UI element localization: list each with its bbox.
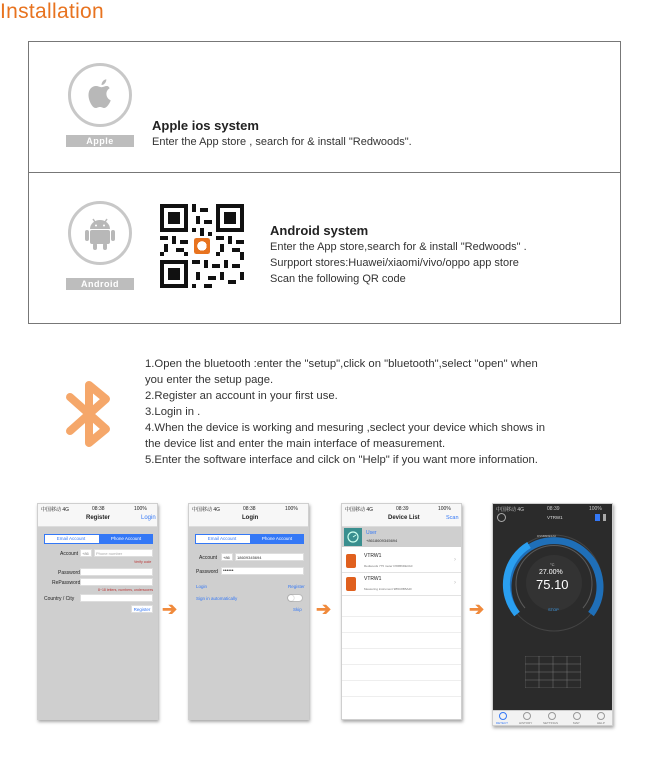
device-thumbnail: [346, 554, 356, 568]
password-input[interactable]: [80, 568, 153, 576]
country-code[interactable]: +86: [223, 555, 230, 560]
verify-code-link[interactable]: Verify code: [134, 560, 152, 564]
tab-map[interactable]: MAP: [573, 721, 580, 725]
ios-install-panel: [28, 41, 621, 173]
bottom-tab-bar: [493, 710, 612, 726]
scan-button[interactable]: Scan: [446, 515, 459, 521]
device-desc: Redwoods 775 meter DS5B6DE3A0: [364, 564, 413, 568]
status-time: 08:38: [92, 506, 105, 512]
login-screen: [188, 503, 309, 720]
arrow-right-icon: ➔: [316, 599, 332, 619]
android-line-2: Surpport stores:Huawei/xiaomi/vivo/oppo app store: [270, 257, 519, 269]
profile-icon[interactable]: [497, 513, 506, 522]
android-line-3: Scan the following QR code: [270, 273, 406, 285]
bluetooth-status-icon: [595, 514, 600, 521]
device-title: VTRW1: [547, 515, 563, 520]
tab-detect[interactable]: DETECT: [496, 721, 508, 725]
measurement-screen: [492, 503, 613, 726]
ios-instruction: Enter the App store , search for & install "Redwoods".: [152, 136, 412, 148]
device-desc: Measuring instrument 9B5C8B5A2F: [364, 587, 413, 591]
page-title: Installation: [0, 0, 104, 23]
apple-logo-icon: [68, 63, 132, 127]
status-time: 08:39: [396, 506, 409, 512]
android-heading: Android system: [270, 223, 369, 238]
android-badge: Android: [66, 278, 134, 290]
stop-button[interactable]: STOP: [548, 607, 559, 612]
help-tab-icon[interactable]: [597, 712, 605, 720]
step-line-4: 3.Login in .: [145, 406, 201, 418]
settings-tab-icon[interactable]: [548, 712, 556, 720]
password-label: Password: [196, 569, 218, 575]
arrow-right-icon: ➔: [162, 599, 178, 619]
device-name: VTRW1: [364, 553, 382, 559]
device-id-label: DS5B6DE3A0: [537, 534, 557, 538]
battery-icon: [603, 514, 606, 521]
skip-link[interactable]: Skip: [293, 607, 302, 612]
chevron-right-icon: ›: [454, 557, 456, 563]
login-title: Login: [242, 515, 259, 521]
email-tab[interactable]: Email Account: [207, 536, 237, 541]
status-battery: 100%: [285, 506, 298, 512]
readings-grid: [525, 656, 581, 688]
apple-badge: Apple: [66, 135, 134, 147]
phone-tab[interactable]: Phone Account: [99, 534, 153, 544]
bluetooth-icon: [62, 377, 116, 451]
tab-history[interactable]: HISTORY: [519, 721, 533, 725]
user-name: User: [366, 530, 377, 536]
register-link[interactable]: Register: [288, 584, 305, 589]
step-line-3: 2.Register an account in your first use.: [145, 390, 338, 402]
login-button[interactable]: Login: [196, 584, 208, 589]
list-item[interactable]: [342, 550, 461, 573]
list-item[interactable]: [342, 573, 461, 596]
account-label: Account: [60, 551, 79, 557]
status-battery: 100%: [589, 506, 602, 512]
status-carrier: 中国移动 4G: [41, 507, 70, 513]
status-battery: 100%: [438, 506, 451, 512]
password-hint: 8~18 letters, numbers, underscores: [98, 588, 154, 592]
step-line-2: you enter the setup page.: [145, 374, 274, 386]
register-title: Register: [86, 515, 111, 521]
register-screen: [37, 503, 158, 720]
qr-code: [160, 204, 244, 288]
repassword-input[interactable]: [80, 578, 153, 586]
device-name: VTRW1: [364, 576, 382, 582]
email-tab[interactable]: Email Account: [56, 536, 86, 541]
user-phone: +8618609345694: [366, 538, 398, 543]
repassword-label: RePassword: [52, 580, 81, 586]
tab-settings[interactable]: SETTINGS: [543, 721, 559, 725]
history-tab-icon[interactable]: [523, 712, 531, 720]
step-line-1: 1.Open the bluetooth :enter the "setup",click on "bluetooth",select "open" when: [145, 358, 538, 370]
tab-help[interactable]: HELP: [597, 721, 605, 725]
ios-heading: Apple ios system: [152, 118, 259, 133]
step-line-6: the device list and enter the main interface of measurement.: [145, 438, 446, 450]
device-thumbnail: [346, 577, 356, 591]
status-time: 08:38: [243, 506, 256, 512]
country-label: Country / City: [44, 596, 75, 602]
status-carrier: 中国移动 4G: [496, 507, 525, 513]
arrow-right-icon: ➔: [469, 599, 485, 619]
register-button[interactable]: Register: [131, 605, 153, 613]
account-label: Account: [199, 555, 218, 561]
status-carrier: 中国移动 4G: [345, 507, 374, 513]
android-line-1: Enter the App store,search for & install "Redwoods" .: [270, 241, 527, 253]
status-time: 08:39: [547, 506, 560, 512]
android-install-panel: [28, 173, 621, 324]
temperature-value: 75.10: [536, 577, 569, 592]
password-label: Password: [58, 570, 80, 576]
device-list-title: Device List: [388, 515, 420, 521]
detect-tab-icon[interactable]: [499, 712, 507, 720]
chevron-right-icon: ›: [454, 580, 456, 586]
account-input[interactable]: Phone number: [96, 551, 123, 556]
country-code[interactable]: +86: [82, 551, 89, 556]
status-battery: 100%: [134, 506, 147, 512]
auto-signin-label: Sign in automatically: [196, 596, 238, 601]
login-link[interactable]: Login: [141, 515, 156, 521]
auto-signin-toggle[interactable]: [287, 594, 303, 602]
phone-tab[interactable]: Phone Account: [250, 534, 304, 544]
android-logo-icon: [68, 201, 132, 265]
country-input[interactable]: [80, 594, 153, 602]
unit-label: °C: [550, 562, 555, 567]
step-line-7: 5.Enter the software interface and cilck on "Help" if you want more information.: [145, 454, 538, 466]
humidity-value: 27.00%: [539, 569, 563, 576]
device-list-screen: [341, 503, 462, 720]
map-tab-icon[interactable]: [573, 712, 581, 720]
step-line-5: 4.When the device is working and mesuring ,seclect your device which shows in: [145, 422, 545, 434]
account-input[interactable]: 18609345694: [237, 555, 262, 560]
status-carrier: 中国移动 4G: [192, 507, 221, 513]
password-input[interactable]: ••••••: [223, 568, 234, 574]
avatar[interactable]: [344, 528, 362, 546]
